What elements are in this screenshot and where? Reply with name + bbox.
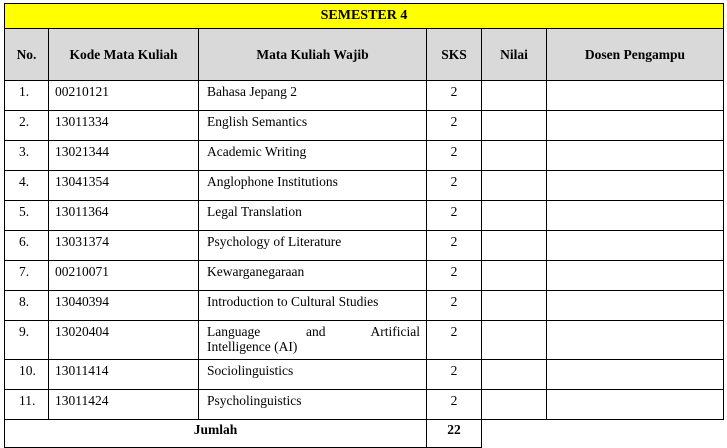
- row-dosen: [547, 360, 724, 390]
- table-row: [5, 231, 724, 261]
- row-kode: 13011334: [49, 111, 199, 141]
- row-kode: 00210121: [49, 81, 199, 111]
- row-mata-kuliah: [199, 321, 427, 360]
- row-sks: 2: [427, 141, 482, 171]
- row-dosen: [547, 201, 724, 231]
- row-mata-kuliah-line-2: Intelligence (AI): [207, 339, 298, 354]
- row-dosen: [547, 390, 724, 420]
- row-sks: 2: [427, 171, 482, 201]
- row-nilai: [482, 261, 547, 291]
- row-sks: 2: [427, 291, 482, 321]
- row-mata-kuliah: Legal Translation: [199, 201, 427, 231]
- row-mata-kuliah: English Semantics: [199, 111, 427, 141]
- table-row: [5, 81, 724, 111]
- row-no: 10.: [5, 360, 49, 390]
- row-sks: 2: [427, 360, 482, 390]
- row-no: 9.: [5, 321, 49, 360]
- row-no: 2.: [5, 111, 49, 141]
- table-row: [5, 360, 724, 390]
- row-no: 5.: [5, 201, 49, 231]
- row-no: 8.: [5, 291, 49, 321]
- row-nilai: [482, 81, 547, 111]
- header-row: [5, 29, 724, 81]
- row-mata-kuliah: Introduction to Cultural Studies: [199, 291, 427, 321]
- row-mata-kuliah: Sociolinguistics: [199, 360, 427, 390]
- row-mata-kuliah: Psychology of Literature: [199, 231, 427, 261]
- row-dosen: [547, 261, 724, 291]
- row-kode: 13011414: [49, 360, 199, 390]
- row-nilai: [482, 390, 547, 420]
- row-no: 4.: [5, 171, 49, 201]
- row-no: 3.: [5, 141, 49, 171]
- row-mata-kuliah: Anglophone Institutions: [199, 171, 427, 201]
- table-row: [5, 171, 724, 201]
- semester-title: SEMESTER 4: [5, 4, 724, 29]
- row-kode: 13020404: [49, 321, 199, 360]
- row-nilai: [482, 231, 547, 261]
- row-mata-kuliah: Psycholinguistics: [199, 390, 427, 420]
- row-nilai: [482, 141, 547, 171]
- total-empty: [482, 420, 724, 448]
- row-mata-kuliah: Academic Writing: [199, 141, 427, 171]
- row-kode: 13011364: [49, 201, 199, 231]
- table-row: [5, 390, 724, 420]
- row-dosen: [547, 231, 724, 261]
- row-kode: 00210071: [49, 261, 199, 291]
- row-kode: 13031374: [49, 231, 199, 261]
- total-row: [5, 420, 724, 448]
- row-kode: 13040394: [49, 291, 199, 321]
- row-kode: 13041354: [49, 171, 199, 201]
- row-nilai: [482, 291, 547, 321]
- row-no: 6.: [5, 231, 49, 261]
- total-sks: 22: [427, 420, 482, 448]
- row-kode: 13021344: [49, 141, 199, 171]
- row-nilai: [482, 171, 547, 201]
- row-dosen: [547, 291, 724, 321]
- row-sks: 2: [427, 111, 482, 141]
- row-sks: 2: [427, 321, 482, 360]
- table-row: [5, 141, 724, 171]
- row-no: 1.: [5, 81, 49, 111]
- row-no: 7.: [5, 261, 49, 291]
- row-nilai: [482, 321, 547, 360]
- table-row: [5, 201, 724, 231]
- row-sks: 2: [427, 261, 482, 291]
- row-mata-kuliah-line-1: Language and Artificial: [207, 324, 420, 339]
- header-no: No.: [5, 29, 49, 81]
- row-sks: 2: [427, 81, 482, 111]
- row-sks: 2: [427, 231, 482, 261]
- table-row: [5, 111, 724, 141]
- row-dosen: [547, 111, 724, 141]
- row-sks: 2: [427, 390, 482, 420]
- header-dosen: Dosen Pengampu: [547, 29, 724, 81]
- row-mata-kuliah: Kewarganegaraan: [199, 261, 427, 291]
- row-dosen: [547, 141, 724, 171]
- semester-table: [4, 3, 724, 448]
- row-no: 11.: [5, 390, 49, 420]
- table-row: [5, 321, 724, 360]
- row-dosen: [547, 81, 724, 111]
- header-sks: SKS: [427, 29, 482, 81]
- row-nilai: [482, 201, 547, 231]
- total-label: Jumlah: [5, 420, 427, 448]
- row-dosen: [547, 321, 724, 360]
- table-row: [5, 261, 724, 291]
- row-mata-kuliah: Bahasa Jepang 2: [199, 81, 427, 111]
- row-nilai: [482, 111, 547, 141]
- header-mata-kuliah: Mata Kuliah Wajib: [199, 29, 427, 81]
- row-sks: 2: [427, 201, 482, 231]
- header-nilai: Nilai: [482, 29, 547, 81]
- table-row: [5, 291, 724, 321]
- row-nilai: [482, 360, 547, 390]
- header-kode: Kode Mata Kuliah: [49, 29, 199, 81]
- row-kode: 13011424: [49, 390, 199, 420]
- row-dosen: [547, 171, 724, 201]
